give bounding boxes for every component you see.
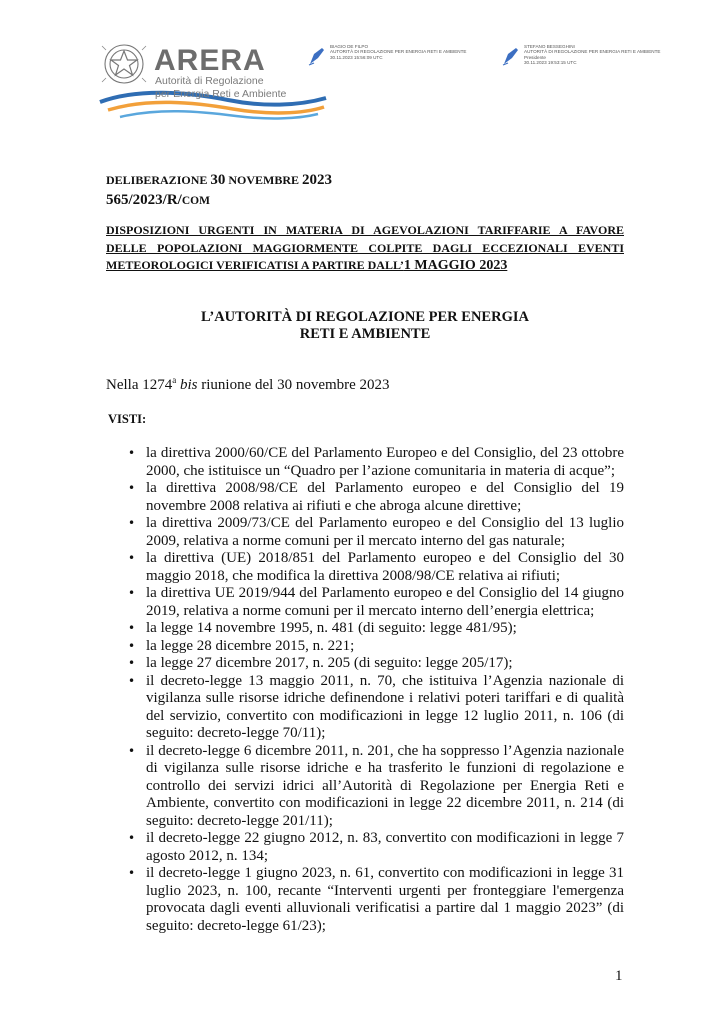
meeting-line [106, 375, 390, 394]
list-item: • la legge 14 novembre 1995, n. 481 (di seguito: legge 481/95); [126, 620, 624, 638]
visti-label: VISTI: [108, 412, 147, 426]
deliberation-number: 565/2023/R/ [106, 192, 182, 208]
arera-logo [98, 40, 328, 130]
pen-icon [502, 46, 520, 66]
signer-name: BIAGIO DE FILPO [330, 44, 369, 49]
list-item: • il decreto-legge 6 dicembre 2011, n. 201, che ha soppresso l’Agenzia nazionale di vigilanza sulle risorse idriche e ha trasferito le funzioni di regolazione e controllo dei servizi idrici all’Autorità di Regolazione per Energia Reti e Ambiente, convertito con modificazioni in legge 22 dicembre 2011, n. 214 (di seguito: decreto-legge 201/11); [126, 743, 624, 831]
signer-role: AUTORITÀ DI REGOLAZIONE PER ENERGIA RETI E AMBIENTE [330, 49, 467, 55]
authority-line-1: L’AUTORITÀ DI REGOLAZIONE PER ENERGIA [201, 309, 529, 325]
signer-name: STEFANO BESSEGHINI [524, 44, 575, 49]
list-item: • il decreto-legge 22 giugno 2012, n. 83, convertito con modificazioni in legge 7 agosto 2012, n. 134; [126, 830, 624, 865]
digital-signature-1 [308, 44, 508, 70]
meeting-pre: Nella 1274 [106, 377, 173, 393]
deliberation-year: 2023 [302, 172, 333, 188]
signature-date: 30.11.2023 19:53:15 UTC [524, 60, 577, 66]
list-item: • la direttiva (UE) 2018/851 del Parlamento europeo e del Consiglio del 30 maggio 2018, che modifica la direttiva 2008/98/CE relativa ai rifiuti; [126, 550, 624, 585]
digital-signature-2 [502, 44, 702, 70]
logo-subtitle-2: per Energia Reti e Ambiente [155, 88, 287, 100]
list-item: • la legge 28 dicembre 2015, n. 221; [126, 638, 624, 656]
subject-line-3 [106, 257, 624, 275]
pen-icon [308, 46, 326, 66]
meeting-post: riunione del 30 novembre 2023 [197, 377, 390, 393]
list-item: • la direttiva UE 2019/944 del Parlamento europeo e del Consiglio del 14 giugno 2019, relativa a norme comuni per il mercato interno dell’energia elettrica; [126, 585, 624, 620]
list-item: • la direttiva 2009/73/CE del Parlamento europeo e del Consiglio del 13 luglio 2009, relativa a norme comuni per il mercato interno del gas naturale; [126, 515, 624, 550]
deliberation-day: 30 [210, 172, 226, 188]
signature-date: 30.11.2023 15:56:09 UTC [330, 54, 383, 60]
list-item: • il decreto-legge 1 giugno 2023, n. 61, convertito con modificazioni in legge 31 luglio 2023, n. 100, recante “Interventi urgenti per fronteggiare l'emergenza provocata dagli eventi alluvionali verificatisi a partire dal 1 maggio 2023” (di seguito: decreto-legge 61/23); [126, 865, 624, 935]
list-item: • la direttiva 2000/60/CE del Parlamento Europeo e del Consiglio, del 23 ottobre 2000, che istituisce un “Quadro per l’azione comunitaria in materia di acque”; [126, 445, 624, 480]
signer-role: AUTORITÀ DI REGOLAZIONE PER ENERGIA RETI E AMBIENTE [524, 49, 661, 55]
page-number: 1 [615, 968, 623, 984]
deliberation-prefix: DELIBERAZIONE [106, 173, 208, 187]
subject-line-3a: METEOROLOGICI VERIFICATISI A PARTIRE DALL’ [106, 258, 404, 272]
authority-heading [106, 309, 624, 343]
deliberation-month: NOVEMBRE [228, 173, 300, 187]
logo-name: ARERA [154, 44, 266, 77]
deliberation-heading [106, 172, 332, 209]
subject-line-3b: 1 MAGGIO 2023 [403, 258, 508, 273]
signer-title: Presidente [524, 54, 546, 60]
list-item: • la legge 27 dicembre 2017, n. 205 (di seguito: legge 205/17); [126, 655, 624, 673]
deliberation-number-line [106, 192, 332, 209]
deliberation-suffix: COM [181, 195, 210, 207]
list-item: • la direttiva 2008/98/CE del Parlamento europeo e del Consiglio del 19 novembre 2008 relativa ai rifiuti e che abroga alcune direttive; [126, 480, 624, 515]
authority-line-2: RETI E AMBIENTE [299, 326, 431, 342]
meeting-sup: a [172, 375, 177, 385]
deliberation-date-line [106, 172, 332, 189]
subject-line-1: DISPOSIZIONI URGENTI IN MATERIA DI AGEVOLAZIONI TARIFFARIE A FAVORE [106, 223, 624, 237]
deliberation-subject [106, 222, 624, 275]
visti-list [126, 445, 624, 935]
list-item: • il decreto-legge 13 maggio 2011, n. 70, che istituiva l’Agenzia nazionale di vigilanza sulle risorse idriche definendone i relativi poteri tariffari e di qualità del servizio, convertito con modificazioni in legge 12 luglio 2011, n. 106 (di seguito: decreto-legge 70/11); [126, 673, 624, 743]
meeting-bis: bis [179, 377, 198, 393]
subject-line-2: DELLE POPOLAZIONI MAGGIORMENTE COLPITE DAGLI ECCEZIONALI EVENTI [106, 240, 624, 255]
logo-subtitle-1: Autorità di Regolazione [155, 75, 264, 87]
